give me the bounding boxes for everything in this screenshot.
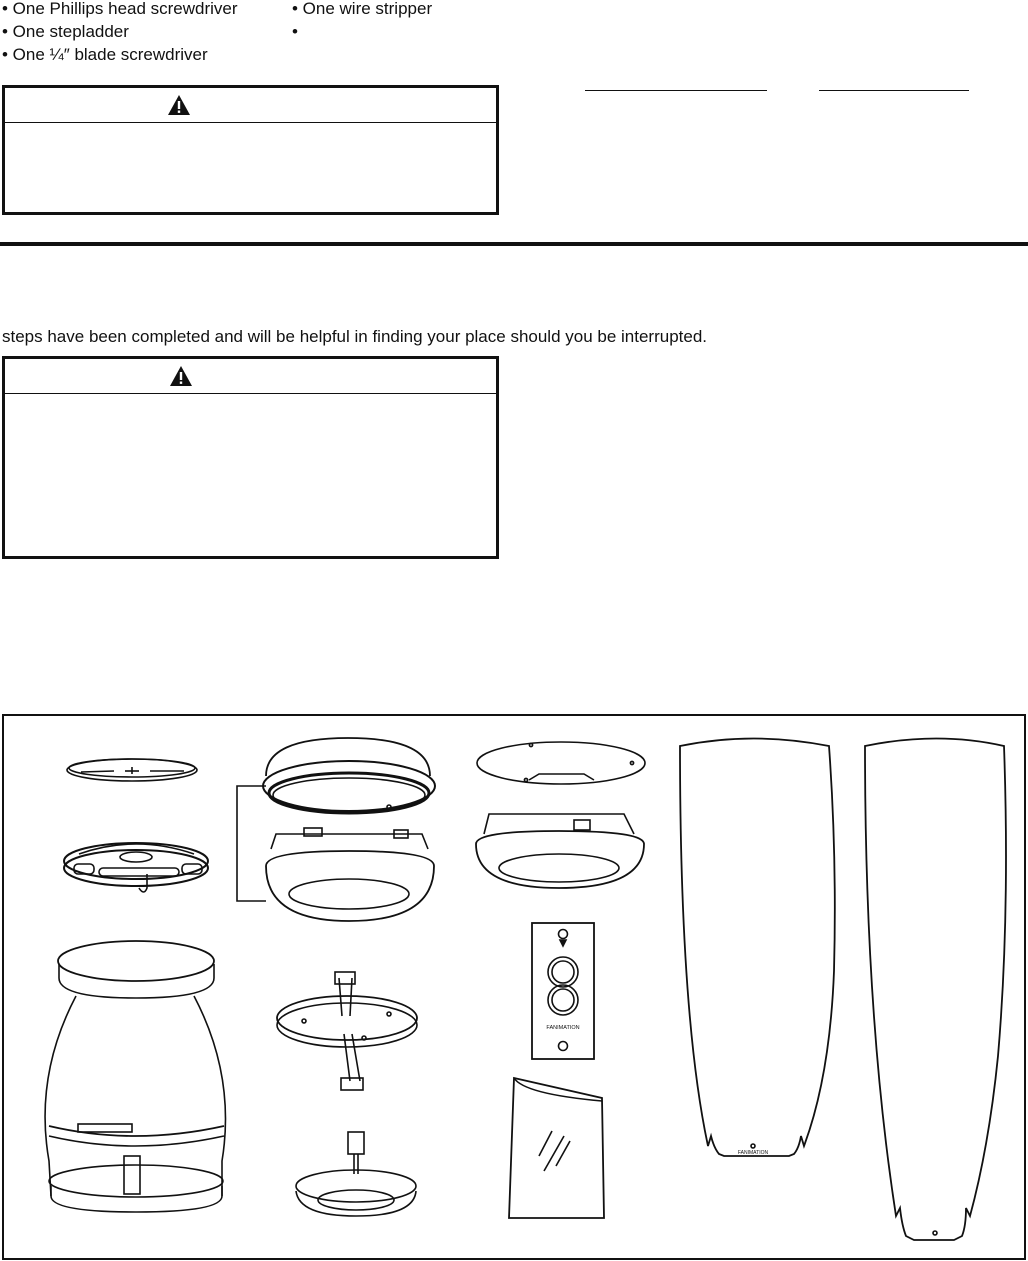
warning-triangle-icon xyxy=(167,94,191,116)
light-adapter-icon xyxy=(277,972,417,1090)
light-kit-pan-icon xyxy=(476,814,644,888)
switch-housing-icon xyxy=(263,738,435,813)
parts-figure xyxy=(2,714,1026,1260)
fan-blade-icon xyxy=(680,739,835,1157)
warning-triangle-icon xyxy=(169,365,193,387)
tools-list-col1 xyxy=(2,0,238,66)
mounting-bracket-icon xyxy=(64,843,208,892)
warning-header xyxy=(5,88,496,123)
canopy-cover-plate-icon xyxy=(67,759,197,781)
tool-item: • One stepladder xyxy=(2,22,129,41)
light-kit-plate-icon xyxy=(477,742,645,784)
warning-box-bottom xyxy=(2,356,499,559)
parts-drawing xyxy=(4,716,1024,1258)
fan-blade-icon xyxy=(865,739,1006,1241)
intro-text: steps have been completed and will be helpful in finding your place should you be interrupted. xyxy=(2,327,708,346)
tool-item: • One wire stripper xyxy=(292,0,433,18)
tool-item: • One ¼″ blade screwdriver xyxy=(2,45,208,64)
group-bracket-line xyxy=(237,786,266,901)
light-shade-icon xyxy=(266,828,434,921)
glass-panel-icon xyxy=(509,1078,604,1218)
warning-box-top xyxy=(2,85,499,215)
wall-control-icon xyxy=(532,923,594,1059)
blank-line xyxy=(585,90,767,91)
tool-item: • xyxy=(292,22,298,41)
blank-line xyxy=(819,90,969,91)
light-fixture-icon xyxy=(296,1132,416,1216)
warning-header xyxy=(5,359,496,394)
tools-list-col2 xyxy=(292,0,432,43)
fan-motor-icon xyxy=(45,941,225,1212)
section-divider xyxy=(0,242,1028,246)
tool-item: • One Phillips head screwdriver xyxy=(2,0,238,18)
blade-logo: FANIMATION xyxy=(737,1150,769,1156)
wall-control-brand: FANIMATION xyxy=(546,1025,580,1031)
